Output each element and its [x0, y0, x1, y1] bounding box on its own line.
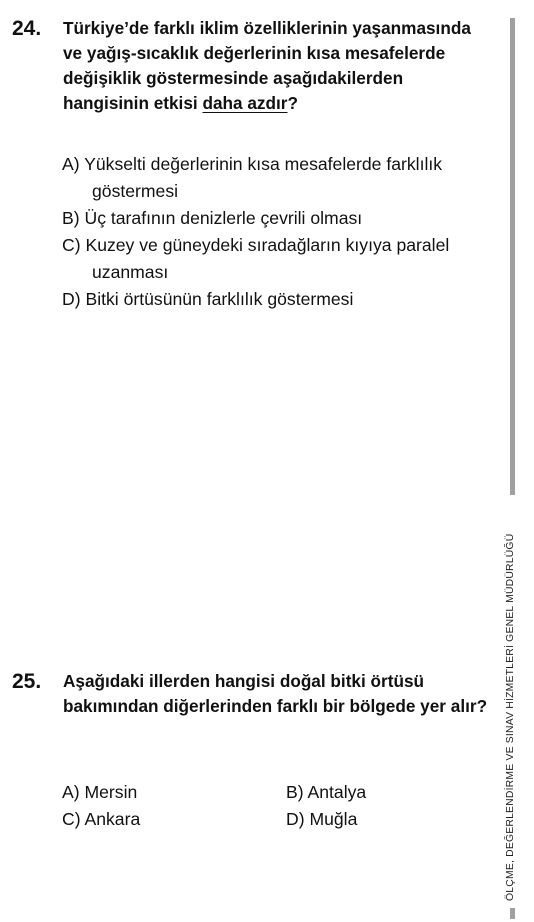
question-number: 24. — [12, 17, 42, 40]
stem-emphasis: daha azdır — [202, 93, 288, 113]
sidebar-institution-text: ÖLÇME, DEĞERLENDİRME VE SINAV HİZMETLERİ GENEL MÜDÜRLÜĞÜ — [505, 533, 516, 901]
side-divider-bar — [510, 18, 515, 495]
option-d[interactable]: D) Bitki örtüsünün farklılık göstermesi — [62, 289, 354, 309]
option-b[interactable]: B) Antalya — [286, 782, 367, 802]
question-24-options — [62, 151, 497, 313]
question-25-options — [62, 779, 482, 833]
option-b[interactable]: B) Üç tarafının denizlerle çevrili olması — [62, 208, 363, 228]
option-c[interactable]: C) Ankara — [62, 809, 141, 829]
question-number: 25. — [12, 670, 42, 693]
option-a[interactable]: A) Mersin — [62, 782, 138, 802]
option-a[interactable]: A) Yükselti değerlerinin kısa mesafelerde farklılık göstermesi — [62, 154, 443, 201]
option-c[interactable]: C) Kuzey ve güneydeki sıradağların kıyıya paralel uzanması — [62, 235, 450, 282]
stem-end: ? — [287, 93, 298, 113]
question-stem — [63, 16, 493, 116]
side-divider-bar-end — [510, 908, 515, 919]
option-d[interactable]: D) Muğla — [286, 809, 358, 829]
stem-text: Türkiye’de farklı iklim özelliklerinin yaşanmasında ve yağış-sıcaklık değerlerinin kısa mesafelerde değişiklik göstermesinde aşağıdakilerden hangisinin etkisi — [63, 18, 471, 113]
question-stem: Aşağıdaki illerden hangisi doğal bitki örtüsü bakımından diğerlerinden farklı bir bölgede yer alır? — [63, 671, 488, 716]
